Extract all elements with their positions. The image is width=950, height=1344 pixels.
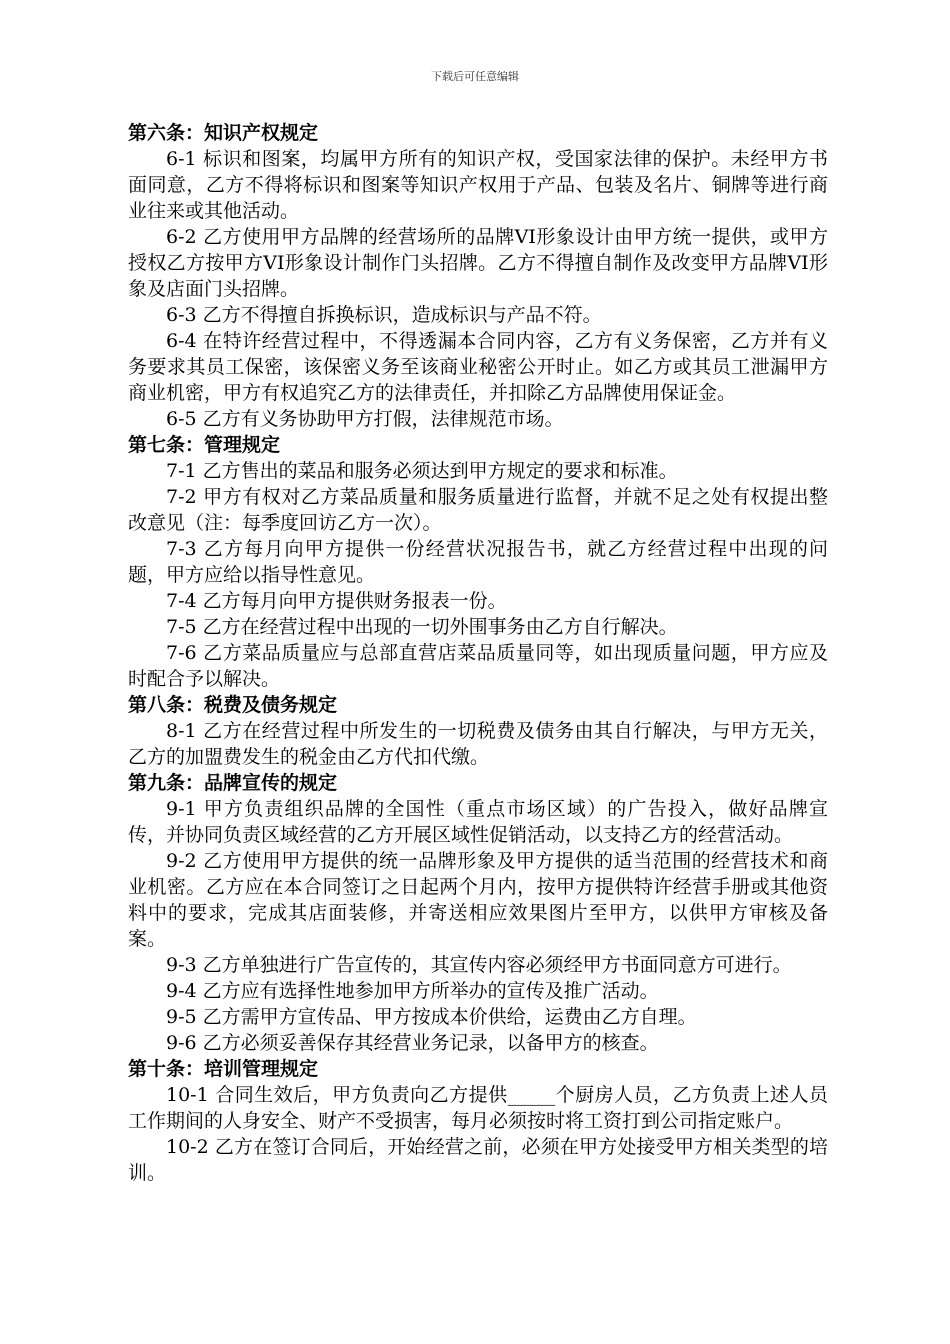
clause-10-2: 10-2 乙方在签订合同后，开始经营之前，必须在甲方处接受甲方相关类型的培训。 <box>128 1136 828 1184</box>
clause-6-5: 6-5 乙方有义务协助甲方打假，法律规范市场。 <box>166 408 564 430</box>
section-title: 第八条：税费及债务规定 <box>128 694 338 716</box>
document-body <box>128 120 828 1186</box>
clause-6-4: 6-4 在特许经营过程中，不得透漏本合同内容，乙方有义务保密，乙方并有义务要求其员工保密，该保密义务至该商业秘密公开时止。如乙方或其员工泄漏甲方商业机密，甲方有权追究乙方的法律责任，并扣除乙方品牌使用保证金。 <box>128 330 828 404</box>
clause-9-2: 9-2 乙方使用甲方提供的统一品牌形象及甲方提供的适当范围的经营技术和商业机密。乙方应在本合同签订之日起两个月内，按甲方提供特许经营手册或其他资料中的要求，完成其店面装修，并寄送相应效果图片至甲方，以供甲方审核及备案。 <box>128 850 828 950</box>
clause-10-1: 10-1 合同生效后，甲方负责向乙方提供_____个厨房人员，乙方负责上述人员工作期间的人身安全、财产不受损害，每月必须按时将工资打到公司指定账户。 <box>128 1084 828 1132</box>
clause-9-5: 9-5 乙方需甲方宣传品、甲方按成本价供给，运费由乙方自理。 <box>166 1006 697 1028</box>
section-8 <box>128 692 828 770</box>
section-7 <box>128 432 828 692</box>
clause-9-1: 9-1 甲方负责组织品牌的全国性（重点市场区域）的广告投入，做好品牌宣传，并协同负责区域经营的乙方开展区域性促销活动，以支持乙方的经营活动。 <box>128 798 828 846</box>
clause-7-3: 7-3 乙方每月向甲方提供一份经营状况报告书，就乙方经营过程中出现的问题，甲方应给以指导性意见。 <box>128 538 828 586</box>
clause-6-2: 6-2 乙方使用甲方品牌的经营场所的品牌VI形象设计由甲方统一提供，或甲方授权乙方按甲方VI形象设计制作门头招牌。乙方不得擅自制作及改变甲方品牌VI形象及店面门头招牌。 <box>128 226 828 300</box>
clause-9-6: 9-6 乙方必须妥善保存其经营业务记录，以备甲方的核查。 <box>166 1032 659 1054</box>
clause-6-3: 6-3 乙方不得擅自拆换标识，造成标识与产品不符。 <box>166 304 602 326</box>
clause-7-2: 7-2 甲方有权对乙方菜品质量和服务质量进行监督，并就不足之处有权提出整改意见（注：每季度回访乙方一次）。 <box>128 486 828 534</box>
section-9 <box>128 770 828 1056</box>
section-title: 第七条：管理规定 <box>128 434 281 456</box>
section-10 <box>128 1056 828 1186</box>
clause-6-1: 6-1 标识和图案，均属甲方所有的知识产权，受国家法律的保护。未经甲方书面同意，乙方不得将标识和图案等知识产权用于产品、包装及名片、铜牌等进行商业往来或其他活动。 <box>128 148 828 222</box>
clause-8-1: 8-1 乙方在经营过程中所发生的一切税费及债务由其自行解决，与甲方无关，乙方的加盟费发生的税金由乙方代扣代缴。 <box>128 720 828 768</box>
section-title: 第九条：品牌宣传的规定 <box>128 772 338 794</box>
clause-7-6: 7-6 乙方菜品质量应与总部直营店菜品质量同等，如出现质量问题，甲方应及时配合予以解决。 <box>128 642 828 690</box>
clause-7-5: 7-5 乙方在经营过程中出现的一切外围事务由乙方自行解决。 <box>166 616 678 638</box>
clause-9-4: 9-4 乙方应有选择性地参加甲方所举办的宣传及推广活动。 <box>166 980 659 1002</box>
clause-7-4: 7-4 乙方每月向甲方提供财务报表一份。 <box>166 590 507 612</box>
section-title: 第六条：知识产权规定 <box>128 122 319 144</box>
clause-7-1: 7-1 乙方售出的菜品和服务必须达到甲方规定的要求和标准。 <box>166 460 678 482</box>
clause-9-3: 9-3 乙方单独进行广告宣传的，其宣传内容必须经甲方书面同意方可进行。 <box>166 954 792 976</box>
page-header: 下载后可任意编辑 <box>431 70 519 83</box>
section-title: 第十条：培训管理规定 <box>128 1058 319 1080</box>
section-6 <box>128 120 828 432</box>
